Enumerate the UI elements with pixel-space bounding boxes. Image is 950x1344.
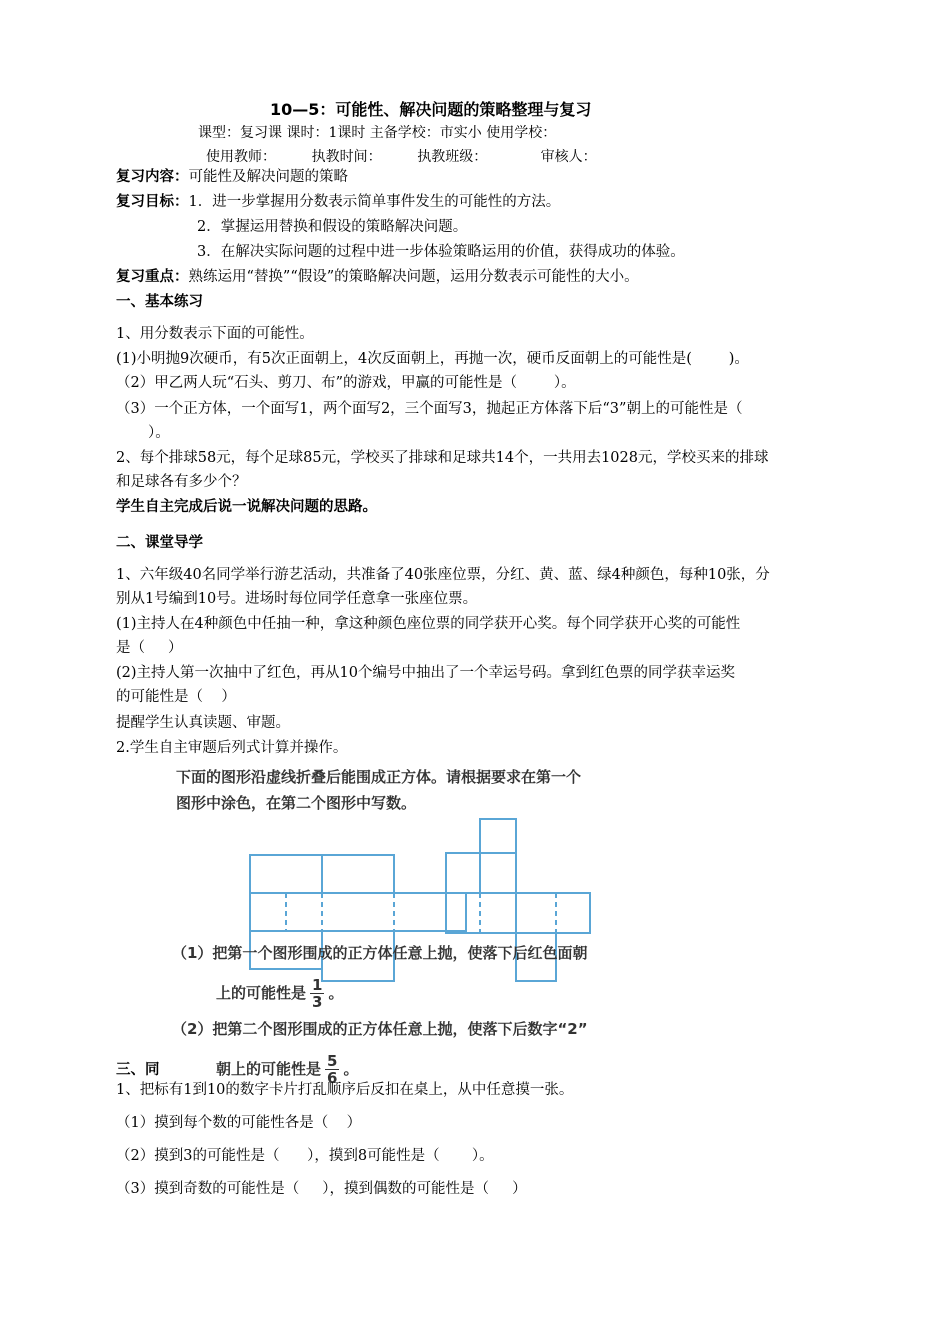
s2-q2: 2.学生自主审题后列式计算并操作。 — [116, 740, 348, 756]
s3-q1-2: （2）摸到3的可能性是（ ），摸到8可能性是（ ）。 — [116, 1148, 494, 1164]
s3-q1-3: （3）摸到奇数的可能性是（ ），摸到偶数的可能性是（ ） — [116, 1181, 527, 1197]
part2-suffix: 。 — [343, 1060, 359, 1078]
section2-heading: 二、课堂导学 — [116, 534, 203, 551]
frac2-denominator: 6 — [327, 1069, 338, 1087]
s3-q1-1: （1）摸到每个数的可能性各是（ ） — [116, 1115, 362, 1131]
meta-line-2: 使用教师： 执教时间： 执教班级： 审核人： — [206, 149, 597, 165]
s2-q1-2a: (2)主持人第一次抽中了红色，再从10个编号中抽出了一个幸运号码。拿到红色票的同学获幸运奖 — [116, 665, 735, 681]
fraction-one-third — [310, 977, 324, 1010]
s1-q1: 1、用分数表示下面的可能性。 — [116, 326, 314, 342]
s2-q1-1a: (1)主持人在4种颜色中任抽一种，拿这种颜色座位票的同学获开心奖。每个同学获开心奖的可能性 — [116, 616, 741, 632]
part2-prefix: 朝上的可能性是 — [216, 1060, 322, 1078]
review-content — [116, 166, 348, 188]
s2-q1a: 1、六年级40名同学举行游艺活动，共准备了40张座位票，分红、黄、蓝、绿4种颜色，每种10张，分 — [116, 567, 770, 583]
s1-q1-1: (1)小明抛9次硬币，有5次正面朝上，4次反面朝上，再抛一次，硬币反面朝上的可能性是( )。 — [116, 351, 749, 367]
review-content-label: 复习内容： — [116, 168, 189, 185]
figure-part1-line1: （1）把第一个图形围成的正方体任意上抛，使落下后红色面朝 — [172, 944, 588, 962]
s2-q1-2b: 的可能性是（ ） — [116, 689, 236, 705]
figure-instruction-1: 下面的图形沿虚线折叠后能围成正方体。请根据要求在第一个 — [176, 768, 582, 786]
doc-title: 10—5：可能性、解决问题的策略整理与复习 — [270, 100, 592, 119]
s1-q1-3a: （3）一个正方体，一个面写1，两个面写2，三个面写3，抛起正方体落下后“3”朝上的可能性是（ — [116, 401, 743, 417]
s2-remind: 提醒学生认真读题、审题。 — [116, 715, 290, 731]
review-key — [116, 266, 639, 288]
section1-heading: 一、基本练习 — [116, 293, 203, 310]
frac1-numerator: 1 — [312, 976, 323, 994]
meta-line-1: 课型：复习课 课时：1课时 主备学校：市实小 使用学校： — [198, 125, 557, 141]
review-goals-label: 复习目标： — [116, 193, 189, 210]
cube-nets — [170, 813, 690, 993]
part1-prefix: 上的可能性是 — [216, 984, 307, 1002]
figure-part1-line2 — [216, 977, 343, 1010]
s3-q1: 1、把标有1到10的数字卡片打乱顺序后反扣在桌上，从中任意摸一张。 — [116, 1082, 574, 1098]
s2-q1-1b: 是（ ） — [116, 640, 183, 656]
s1-note: 学生自主完成后说一说解决问题的思路。 — [116, 498, 377, 515]
review-key-text: 熟练运用“替换”“假设”的策略解决问题，运用分数表示可能性的大小。 — [188, 269, 639, 285]
review-goals — [116, 191, 560, 213]
goal-item-3: 3．在解决实际问题的过程中进一步体验策略运用的价值，获得成功的体验。 — [197, 244, 685, 260]
figure-instruction-2: 图形中涂色，在第二个图形中写数。 — [176, 794, 417, 812]
section3-heading: 三、同 — [116, 1061, 160, 1078]
s2-q1b: 别从1号编到10号。进场时每位同学任意拿一张座位票。 — [116, 591, 478, 607]
goal-item-1: 1．进一步掌握用分数表示简单事件发生的可能性的方法。 — [188, 194, 561, 210]
s1-q1-2: （2）甲乙两人玩“石头、剪刀、布”的游戏，甲赢的可能性是（ ）。 — [116, 375, 576, 391]
goal-item-2: 2．掌握运用替换和假设的策略解决问题。 — [197, 219, 468, 235]
part1-suffix: 。 — [328, 984, 344, 1002]
s1-q1-3b: ）。 — [148, 425, 170, 441]
figure-part2-line1: （2）把第二个图形围成的正方体任意上抛，使落下后数字“2” — [172, 1020, 588, 1038]
frac1-denominator: 3 — [312, 993, 323, 1011]
s1-q2b: 和足球各有多少个？ — [116, 474, 247, 490]
review-key-label: 复习重点： — [116, 268, 189, 285]
cube-net-figure — [170, 763, 690, 1087]
frac2-numerator: 5 — [327, 1052, 338, 1070]
s1-q2a: 2、每个排球58元，每个足球85元，学校买了排球和足球共14个，一共用去1028元，学校买来的排球 — [116, 450, 769, 466]
review-content-text: 可能性及解决问题的策略 — [188, 169, 348, 185]
